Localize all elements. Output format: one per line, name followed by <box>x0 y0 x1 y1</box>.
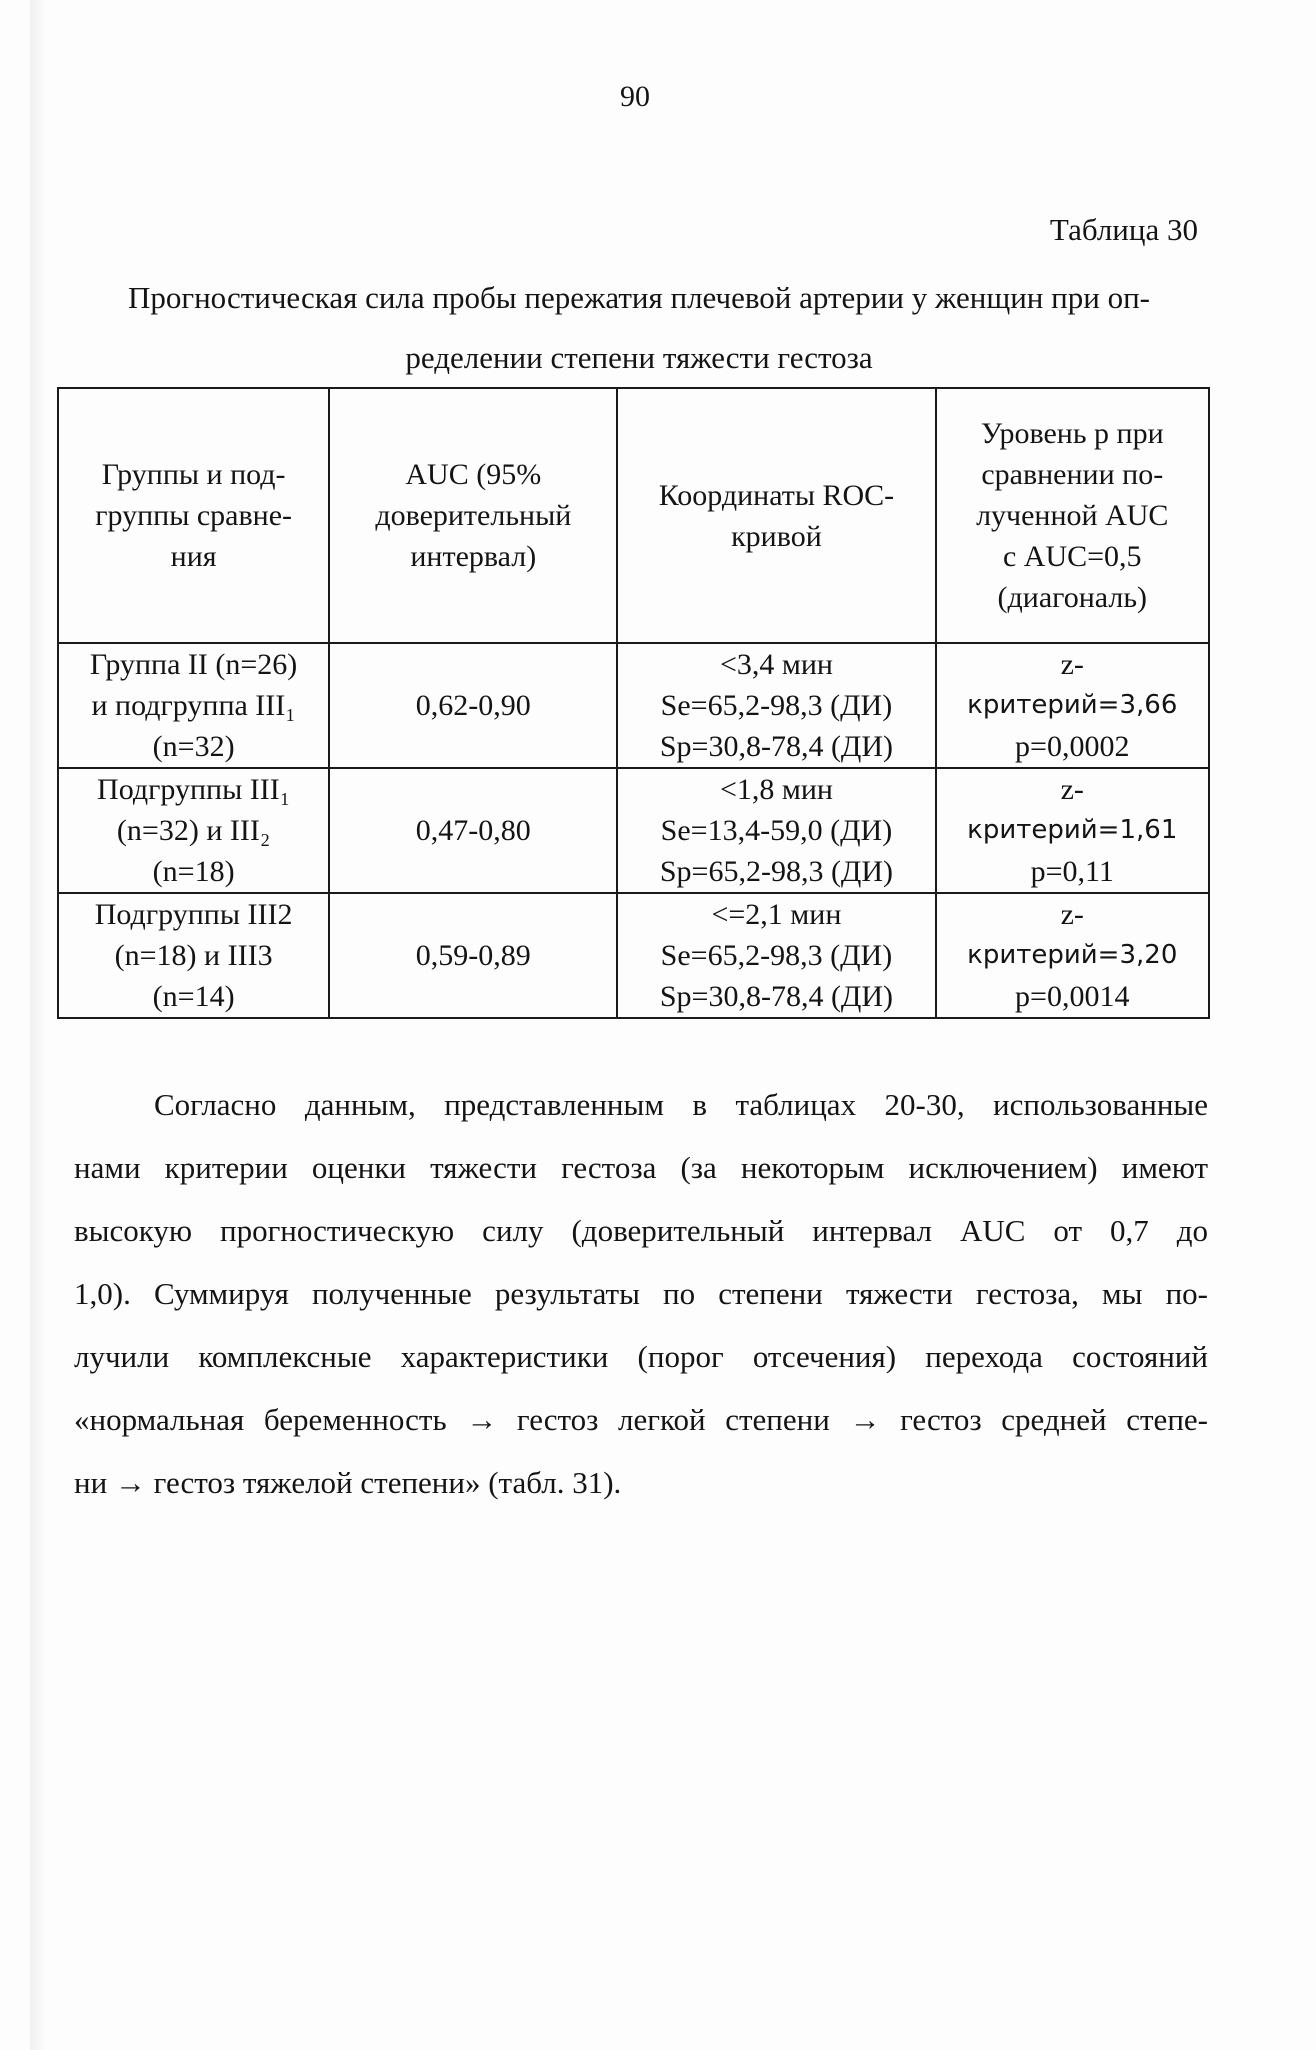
header-text: доверительный <box>375 499 572 532</box>
cell-text: и подгруппа III₁ <box>91 689 296 722</box>
cell-text: Se=65,2-98,3 (ДИ) <box>660 939 893 972</box>
cell-text: z- <box>1060 773 1084 806</box>
header-text: AUC (95% <box>405 458 542 491</box>
cell-text: критерий=1,61 <box>967 815 1178 845</box>
cell-text: p=0,11 <box>1030 855 1114 888</box>
data-table <box>57 387 1210 1019</box>
table-label: Таблица 30 <box>1049 212 1198 247</box>
cell-text: p=0,0014 <box>1015 980 1130 1013</box>
cell-text: z- <box>1060 648 1084 681</box>
table-row <box>58 893 1209 1018</box>
header-text: (диагональ) <box>997 581 1147 614</box>
cell-text: (n=14) <box>152 980 235 1013</box>
cell-p-level <box>936 643 1209 768</box>
table-row <box>58 768 1209 893</box>
paragraph-line: ни → гестоз тяжелой степени» (табл. 31). <box>74 1465 622 1500</box>
cell-text: <3,4 мин <box>719 648 833 681</box>
cell-text: (n=32) и III₂ <box>116 814 271 847</box>
scan-edge-shadow <box>30 0 44 2050</box>
cell-text: критерий=3,20 <box>967 940 1178 970</box>
header-text: интервал) <box>410 540 537 573</box>
table-header-row <box>58 388 1209 643</box>
cell-p-level <box>936 893 1209 1018</box>
cell-text: Se=65,2-98,3 (ДИ) <box>660 689 893 722</box>
cell-text: Sp=65,2-98,3 (ДИ) <box>659 855 894 888</box>
cell-text: Группа II (n=26) <box>89 648 298 681</box>
cell-text: (n=32) <box>152 730 235 763</box>
cell-text: <1,8 мин <box>719 773 833 806</box>
header-p-level <box>936 388 1209 643</box>
paragraph-line: «нормальная беременность → гестоз легкой степени → гестоз средней степе- <box>74 1402 1208 1437</box>
cell-auc: 0,59-0,89 <box>329 893 617 1018</box>
cell-text: Sp=30,8-78,4 (ДИ) <box>659 980 894 1013</box>
cell-group <box>58 893 329 1018</box>
cell-text: p=0,0002 <box>1015 730 1130 763</box>
cell-text: z- <box>1060 898 1084 931</box>
header-roc <box>617 388 935 643</box>
header-text: Координаты ROC- <box>658 478 895 512</box>
header-text: группы сравне- <box>95 499 293 532</box>
header-text: ния <box>170 540 217 573</box>
header-text: кривой <box>731 519 822 553</box>
cell-text: Se=13,4-59,0 (ДИ) <box>660 814 893 847</box>
cell-text: (n=18) и III3 <box>114 939 273 972</box>
paragraph-line: лучили комплексные характеристики (порог отсечения) перехода состояний <box>74 1339 1208 1374</box>
cell-roc <box>617 893 935 1018</box>
cell-roc <box>617 643 935 768</box>
caption-line: ределении степени тяжести гестоза <box>405 340 873 375</box>
header-auc <box>329 388 617 643</box>
paragraph-line: нами критерии оценки тяжести гестоза (за некоторым исключением) имеют <box>74 1150 1208 1185</box>
cell-text: Sp=30,8-78,4 (ДИ) <box>659 730 894 763</box>
cell-group <box>58 643 329 768</box>
header-text: Группы и под- <box>101 458 286 491</box>
cell-roc <box>617 768 935 893</box>
page-number: 90 <box>620 80 650 113</box>
header-text: сравнении по- <box>981 458 1164 491</box>
cell-text: критерий=3,66 <box>967 690 1178 720</box>
header-text: Уровень p при <box>980 417 1164 450</box>
cell-text: (n=18) <box>152 855 235 888</box>
body-paragraph <box>74 1073 1208 1514</box>
cell-p-level <box>936 768 1209 893</box>
paragraph-line: Согласно данным, представленным в таблицах 20-30, использованные <box>154 1087 1208 1122</box>
paragraph-line: высокую прогностическую силу (доверительный интервал AUC от 0,7 до <box>74 1213 1208 1248</box>
cell-auc: 0,62-0,90 <box>329 643 617 768</box>
header-groups <box>58 388 329 643</box>
header-text: с AUC=0,5 <box>1002 540 1142 573</box>
header-text: лученной AUC <box>976 499 1169 532</box>
cell-auc: 0,47-0,80 <box>329 768 617 893</box>
paragraph-line: 1,0). Суммируя полученные результаты по степени тяжести гестоза, мы по- <box>74 1276 1208 1311</box>
table-row <box>58 643 1209 768</box>
cell-text: Подгруппы III₁ <box>97 773 291 806</box>
table-caption <box>74 268 1204 388</box>
caption-line: Прогностическая сила пробы пережатия плечевой артерии у женщин при оп- <box>127 280 1150 315</box>
cell-group <box>58 768 329 893</box>
cell-text: <=2,1 мин <box>711 898 842 931</box>
cell-text: Подгруппы III2 <box>94 898 293 931</box>
